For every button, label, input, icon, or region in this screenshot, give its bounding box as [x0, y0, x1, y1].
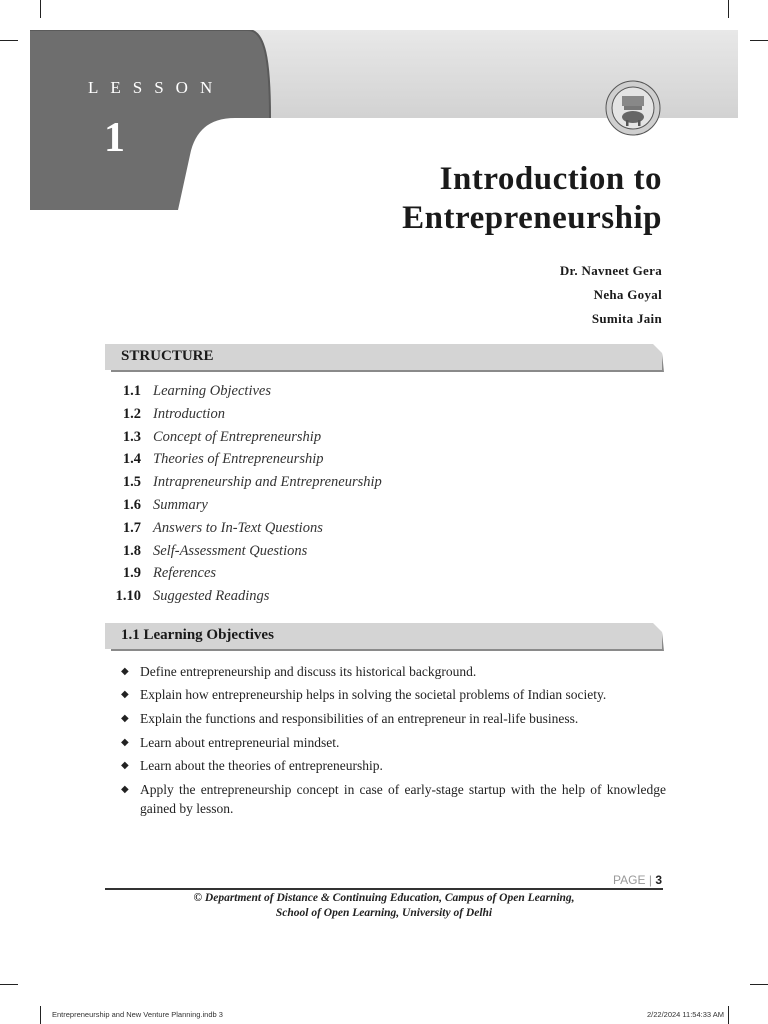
toc-number: 1.1: [122, 383, 141, 399]
toc-title: Learning Objectives: [153, 383, 271, 399]
objective-text: Explain the functions and responsibilities of an entrepreneur in real-life business.: [140, 711, 579, 726]
print-slug-datetime: 2/22/2024 11:54:33 AM: [646, 1010, 724, 1019]
crop-mark: [40, 1006, 41, 1024]
author-name: Neha Goyal: [593, 287, 662, 302]
objective-text: Apply the entrepreneurship concept in case of early-stage startup with the help of knowledge gained by lesson.: [140, 782, 666, 816]
toc-title: Suggested Readings: [153, 588, 270, 604]
footer-line: School of Open Learning, University of Delhi: [275, 907, 493, 919]
diamond-bullet-icon: ◆: [121, 713, 129, 724]
toc-title: Self-Assessment Questions: [153, 543, 308, 559]
objective-item: [121, 709, 666, 729]
page-num: 3: [655, 873, 662, 887]
page-number: PAGE | 3: [613, 873, 662, 887]
diamond-bullet-icon: ◆: [121, 666, 129, 677]
structure-heading-bar: [105, 344, 663, 370]
diamond-bullet-icon: ◆: [121, 689, 129, 700]
crop-mark: [728, 1006, 729, 1024]
crop-mark: [0, 984, 18, 985]
toc-number: 1.10: [115, 588, 141, 604]
objective-text: Learn about the theories of entrepreneurship.: [140, 758, 383, 773]
toc-title: Introduction: [153, 406, 225, 422]
toc-number: 1.8: [122, 543, 141, 559]
objective-item: [121, 780, 666, 820]
toc-title: Summary: [153, 497, 208, 513]
crop-mark: [0, 40, 18, 41]
objective-item: [121, 733, 666, 753]
author-name: Sumita Jain: [591, 311, 662, 326]
toc-number: 1.7: [122, 520, 141, 536]
objective-text: Define entrepreneurship and discuss its historical background.: [140, 664, 477, 679]
title-line: Entrepreneurship: [402, 200, 662, 236]
objective-item: [121, 685, 666, 705]
objectives-heading-bar: [105, 623, 663, 649]
toc-item: [105, 474, 505, 496]
toc-number: 1.5: [122, 474, 141, 490]
toc-item: [105, 565, 505, 587]
university-seal-icon: [605, 80, 661, 136]
toc-item: [105, 429, 505, 451]
objective-item: [121, 756, 666, 776]
toc-title: Intrapreneurship and Entrepreneurship: [153, 474, 382, 490]
toc-number: 1.3: [122, 429, 141, 445]
structure-heading: STRUCTURE: [121, 348, 214, 364]
toc-title: Concept of Entrepreneurship: [153, 429, 322, 445]
diamond-bullet-icon: ◆: [121, 784, 129, 795]
lesson-number: 1: [104, 115, 125, 161]
toc-title: Theories of Entrepreneurship: [153, 451, 324, 467]
footer-rule: [105, 888, 663, 890]
toc-item: [105, 383, 505, 405]
crop-mark: [750, 40, 768, 41]
objective-item: [121, 662, 666, 682]
toc-number: 1.2: [122, 406, 141, 422]
page-label: PAGE: [613, 873, 646, 887]
page-title: [402, 160, 662, 238]
toc-number: 1.9: [122, 565, 141, 581]
toc-item: [105, 588, 505, 610]
toc-item: [105, 543, 505, 565]
toc-item: [105, 451, 505, 473]
toc-item: [105, 497, 505, 519]
crop-mark: [750, 984, 768, 985]
title-line: Introduction to: [439, 161, 662, 197]
footer-line: © Department of Distance & Continuing Education, Campus of Open Learning,: [193, 892, 575, 904]
crop-mark: [728, 0, 729, 18]
objectives-heading: 1.1 Learning Objectives: [121, 627, 274, 643]
objective-text: Learn about entrepreneurial mindset.: [140, 735, 340, 750]
toc-item: [105, 406, 505, 428]
toc-title: Answers to In-Text Questions: [153, 520, 323, 536]
toc-title: References: [153, 565, 217, 581]
lesson-label: LESSON: [88, 78, 225, 97]
print-slug-file: Entrepreneurship and New Venture Planning.indb 3: [52, 1010, 223, 1019]
toc-number: 1.4: [122, 451, 141, 467]
diamond-bullet-icon: ◆: [121, 760, 129, 771]
objective-text: Explain how entrepreneurship helps in solving the societal problems of Indian society.: [140, 687, 607, 702]
toc-item: [105, 520, 505, 542]
crop-mark: [40, 0, 41, 18]
toc-number: 1.6: [122, 497, 141, 513]
diamond-bullet-icon: ◆: [121, 737, 129, 748]
author-name: Dr. Navneet Gera: [559, 263, 662, 278]
